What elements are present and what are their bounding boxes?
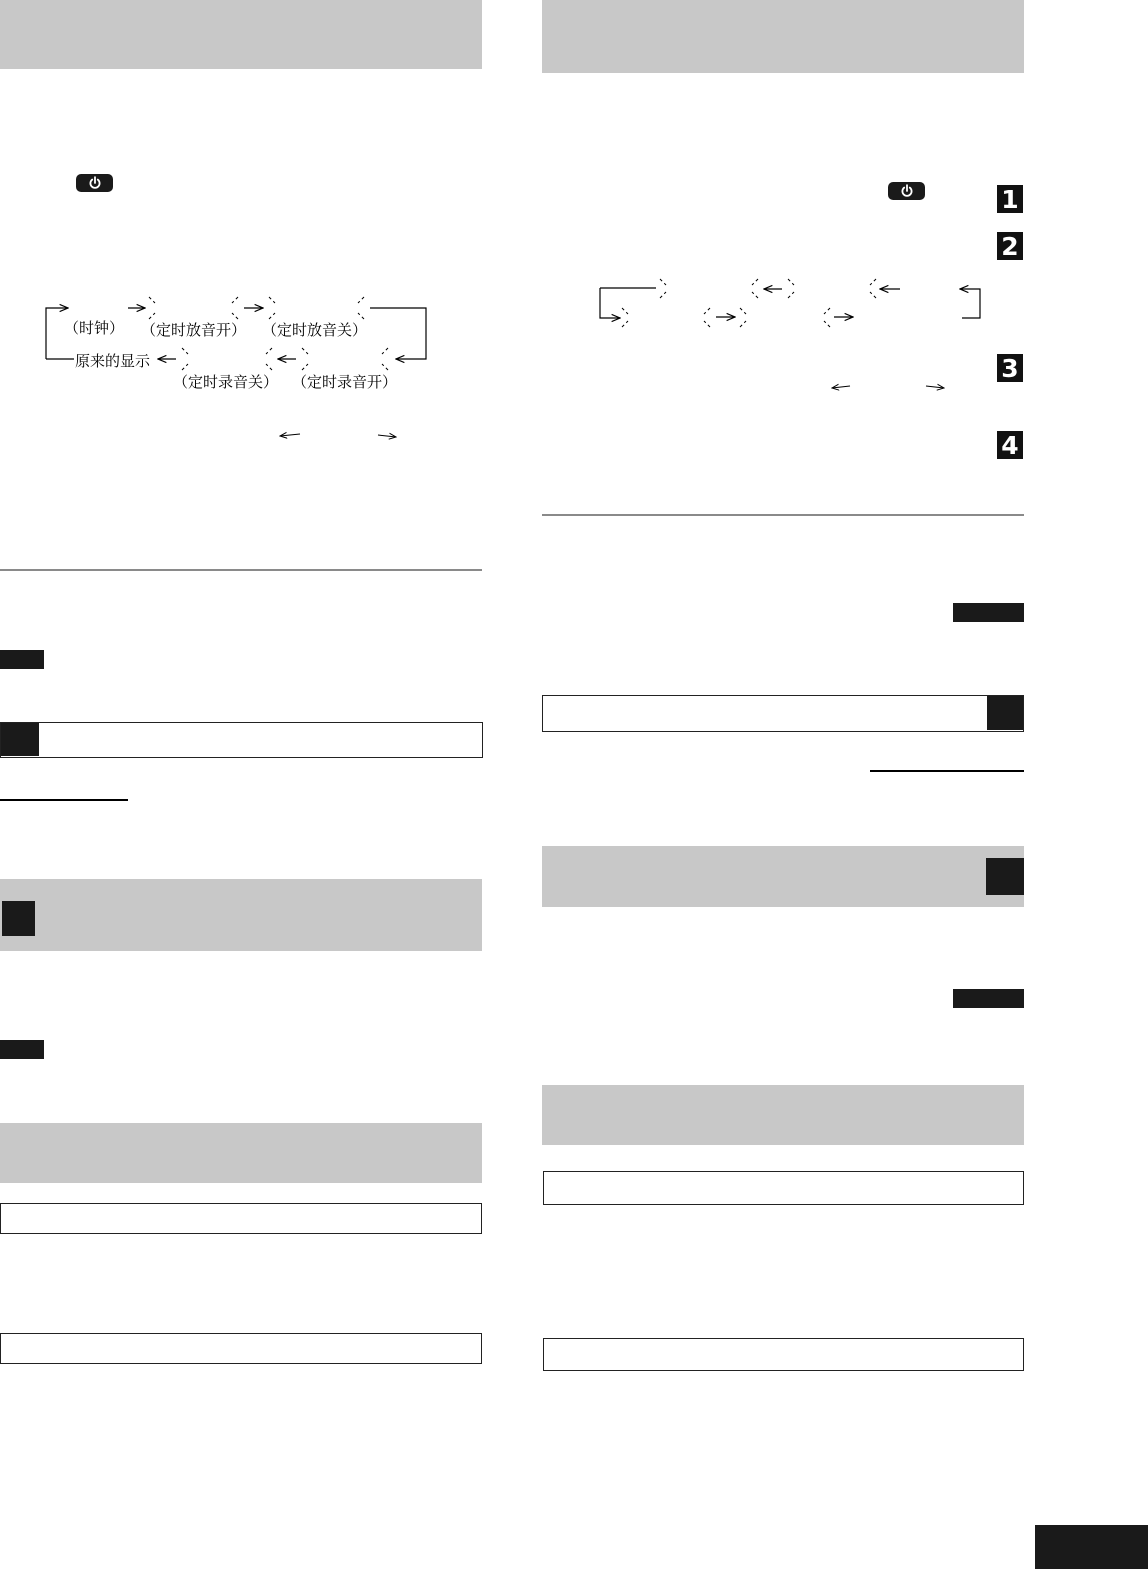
step-marker-1: 1 (997, 185, 1023, 213)
left-box-1 (0, 1203, 482, 1234)
right-heading-band-2-marker (986, 858, 1024, 895)
right-note-tag-2 (953, 989, 1024, 1008)
right-underline-1 (870, 770, 1024, 772)
left-note-tag-2 (0, 1040, 44, 1059)
flow-label-original-display: 原来的显示 (75, 352, 151, 370)
right-heading-band-3 (542, 1085, 1024, 1145)
left-framed-heading-1 (0, 722, 483, 758)
flow-label-clock: （时钟） (64, 319, 125, 337)
step-marker-2: 2 (997, 232, 1023, 260)
right-box-1 (543, 1171, 1024, 1205)
setting-flow-diagram (542, 0, 1024, 420)
flow-label-play-on: （定时放音开） (141, 321, 247, 339)
flow-label-play-off: （定时放音关） (262, 321, 368, 339)
left-heading-band-2-marker (2, 901, 35, 936)
right-note-tag-1 (953, 603, 1024, 622)
right-framed-heading-1 (542, 695, 1024, 732)
right-heading-band-2 (542, 846, 1024, 907)
step-marker-3: 3 (997, 354, 1023, 382)
right-divider (542, 514, 1024, 516)
left-box-2 (0, 1333, 482, 1364)
right-box-2 (543, 1338, 1024, 1371)
left-heading-band-3 (0, 1123, 482, 1183)
left-heading-band-2 (0, 879, 482, 951)
right-framed-heading-1-marker (987, 696, 1023, 730)
left-note-tag-1 (0, 650, 44, 669)
left-framed-heading-1-marker (1, 723, 39, 756)
flow-label-rec-off: （定时录音关） (173, 373, 279, 391)
step-marker-4: 4 (997, 431, 1023, 459)
page-number-tab (1035, 1525, 1148, 1569)
left-underline-1 (0, 799, 128, 801)
flow-label-rec-on: （定时录音开） (292, 373, 398, 391)
left-divider (0, 569, 482, 571)
